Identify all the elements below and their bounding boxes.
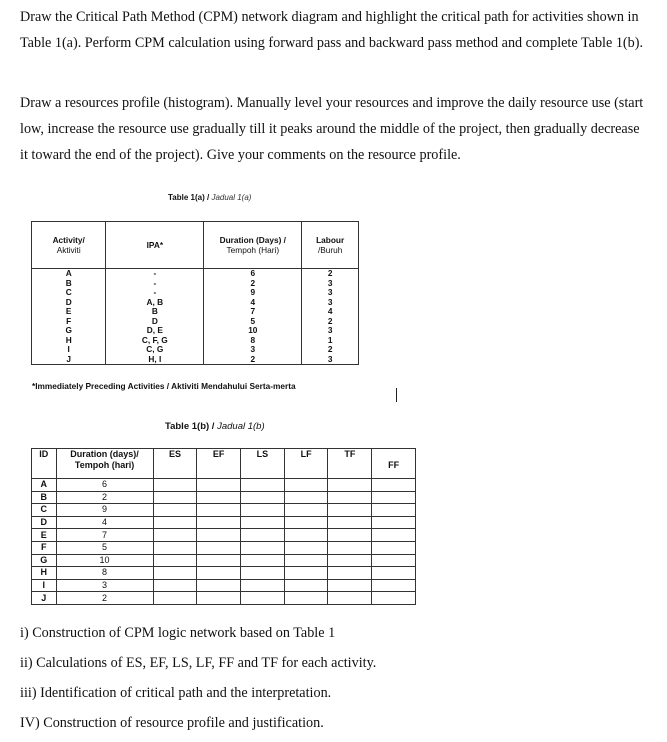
- cell-lf-empty[interactable]: [284, 491, 328, 504]
- table1b-caption-italic: Jadual 1(b): [217, 421, 265, 432]
- cell-activity: E: [32, 307, 106, 317]
- cell-duration: 4: [204, 298, 302, 308]
- col-labour: [302, 222, 359, 269]
- table-row: [32, 317, 359, 327]
- table-row: [32, 592, 416, 605]
- cell-duration: 9: [204, 288, 302, 298]
- col-id-label: ID: [39, 449, 49, 459]
- table-row: [32, 529, 416, 542]
- cell-tf-empty[interactable]: [328, 592, 372, 605]
- col-activity: [32, 222, 106, 269]
- cell-ef-empty[interactable]: [197, 504, 241, 517]
- text-cursor: [396, 388, 397, 402]
- cell-labour: 3: [302, 298, 359, 308]
- cell-duration: 2: [204, 279, 302, 289]
- cell-ls-empty[interactable]: [241, 479, 285, 492]
- cell-ipa: C, F, G: [106, 336, 204, 346]
- cell-es-empty[interactable]: [153, 504, 197, 517]
- cell-duration: 10: [56, 554, 153, 567]
- cell-activity: G: [32, 326, 106, 336]
- cell-ipa: H, I: [106, 355, 204, 365]
- cell-id: B: [32, 491, 57, 504]
- cell-ef-empty[interactable]: [197, 567, 241, 580]
- col-duration: [204, 222, 302, 269]
- cell-tf-empty[interactable]: [328, 529, 372, 542]
- cell-duration: 3: [56, 579, 153, 592]
- cell-ef-empty[interactable]: [197, 579, 241, 592]
- cell-duration: 3: [204, 345, 302, 355]
- cell-duration: 8: [204, 336, 302, 346]
- table-row: [32, 355, 359, 365]
- cell-duration: 9: [56, 504, 153, 517]
- cell-labour: 3: [302, 355, 359, 365]
- cell-duration: 2: [204, 355, 302, 365]
- cell-tf-empty[interactable]: [328, 479, 372, 492]
- table-row: [32, 288, 359, 298]
- cell-duration: 5: [56, 541, 153, 554]
- cell-ff-empty[interactable]: [372, 567, 416, 580]
- cell-id: A: [32, 479, 57, 492]
- cell-ipa: -: [106, 279, 204, 289]
- cell-lf-empty[interactable]: [284, 592, 328, 605]
- table1a-caption-text: Table 1(a) /: [168, 193, 210, 202]
- question-3: iii) Identification of critical path and the interpretation.: [20, 685, 332, 701]
- col-tf: [328, 449, 372, 479]
- cell-id: D: [32, 516, 57, 529]
- cell-lf-empty[interactable]: [284, 529, 328, 542]
- cell-labour: 1: [302, 336, 359, 346]
- cell-duration: 10: [204, 326, 302, 336]
- table1b-caption: [165, 421, 265, 432]
- cell-ef-empty[interactable]: [197, 529, 241, 542]
- cell-es-empty[interactable]: [153, 479, 197, 492]
- cell-ff-empty[interactable]: [372, 529, 416, 542]
- cell-ff-empty[interactable]: [372, 541, 416, 554]
- col-tf-label: TF: [344, 449, 356, 459]
- col-ff-label: FF: [388, 460, 400, 470]
- cell-activity: J: [32, 355, 106, 365]
- cell-ff-empty[interactable]: [372, 479, 416, 492]
- cell-ls-empty[interactable]: [241, 554, 285, 567]
- cell-tf-empty[interactable]: [328, 491, 372, 504]
- cell-tf-empty[interactable]: [328, 579, 372, 592]
- cell-ef-empty[interactable]: [197, 491, 241, 504]
- cell-lf-empty[interactable]: [284, 479, 328, 492]
- cell-id: J: [32, 592, 57, 605]
- col-ff: [372, 449, 416, 479]
- cell-es-empty[interactable]: [153, 516, 197, 529]
- table-1a: [31, 221, 359, 365]
- cell-lf-empty[interactable]: [284, 516, 328, 529]
- col-ls-label: LS: [256, 449, 269, 459]
- cell-tf-empty[interactable]: [328, 554, 372, 567]
- table-row: [32, 298, 359, 308]
- cell-es-empty[interactable]: [153, 592, 197, 605]
- cell-duration: 2: [56, 491, 153, 504]
- cell-duration: 2: [56, 592, 153, 605]
- col-ipa: [106, 222, 204, 269]
- col-lf: [284, 449, 328, 479]
- table1a-caption: [168, 193, 251, 202]
- cell-ff-empty[interactable]: [372, 516, 416, 529]
- col-duration-label: Duration (days)/: [70, 449, 139, 459]
- cell-ipa: B: [106, 307, 204, 317]
- cell-ls-empty[interactable]: [241, 541, 285, 554]
- cell-activity: F: [32, 317, 106, 327]
- table1b-caption-text: Table 1(b) /: [165, 421, 215, 432]
- cell-duration: 6: [204, 269, 302, 279]
- table-row: [32, 279, 359, 289]
- cell-activity: B: [32, 279, 106, 289]
- cell-labour: 2: [302, 345, 359, 355]
- cell-duration: 5: [204, 317, 302, 327]
- cell-tf-empty[interactable]: [328, 504, 372, 517]
- col-es-label: ES: [168, 449, 181, 459]
- cell-ff-empty[interactable]: [372, 491, 416, 504]
- col-labour-label: Labour: [316, 235, 345, 245]
- cell-ef-empty[interactable]: [197, 541, 241, 554]
- cell-activity: C: [32, 288, 106, 298]
- cell-duration: 7: [204, 307, 302, 317]
- col-lf-label: LF: [300, 449, 312, 459]
- table-row: [32, 504, 416, 517]
- cell-labour: 2: [302, 269, 359, 279]
- cell-activity: I: [32, 345, 106, 355]
- table-row: [32, 516, 416, 529]
- table-row: [32, 554, 416, 567]
- cell-duration: 8: [56, 567, 153, 580]
- col-duration: [56, 449, 153, 479]
- cell-lf-empty[interactable]: [284, 567, 328, 580]
- cell-ef-empty[interactable]: [197, 479, 241, 492]
- cell-lf-empty[interactable]: [284, 541, 328, 554]
- cell-labour: 3: [302, 279, 359, 289]
- cell-ff-empty[interactable]: [372, 579, 416, 592]
- cell-duration: 4: [56, 516, 153, 529]
- cell-ff-empty[interactable]: [372, 504, 416, 517]
- cell-lf-empty[interactable]: [284, 579, 328, 592]
- col-activity-label: Activity/: [52, 235, 85, 245]
- table-1b: [31, 448, 416, 605]
- cell-ipa: A, B: [106, 298, 204, 308]
- cell-ls-empty[interactable]: [241, 491, 285, 504]
- cell-es-empty[interactable]: [153, 491, 197, 504]
- cell-ff-empty[interactable]: [372, 592, 416, 605]
- instruction-paragraph-1: Draw the Critical Path Method (CPM) network diagram and highlight the critical path for activities shown in Table 1(a). Perform CPM calculation using forward pass and backward pass method and complete Table 1(b).: [20, 9, 644, 51]
- question-4: IV) Construction of resource profile and justification.: [20, 715, 324, 731]
- cell-es-empty[interactable]: [153, 554, 197, 567]
- table-row: [32, 345, 359, 355]
- table-row: [32, 336, 359, 346]
- cell-ipa: D: [106, 317, 204, 327]
- cell-tf-empty[interactable]: [328, 516, 372, 529]
- col-activity-sub: Aktiviti: [56, 245, 81, 255]
- table-row: [32, 269, 359, 279]
- cell-ipa: -: [106, 288, 204, 298]
- cell-id: H: [32, 567, 57, 580]
- col-duration-label: Duration (Days) /: [219, 235, 286, 245]
- cell-ls-empty[interactable]: [241, 592, 285, 605]
- cell-ff-empty[interactable]: [372, 554, 416, 567]
- cell-labour: 2: [302, 317, 359, 327]
- cell-lf-empty[interactable]: [284, 504, 328, 517]
- cell-id: I: [32, 579, 57, 592]
- cell-ls-empty[interactable]: [241, 579, 285, 592]
- ipa-footnote: *Immediately Preceding Activities / Aktiviti Mendahului Serta-merta: [32, 381, 296, 391]
- cell-es-empty[interactable]: [153, 567, 197, 580]
- cell-labour: 3: [302, 326, 359, 336]
- cell-ls-empty[interactable]: [241, 516, 285, 529]
- cell-lf-empty[interactable]: [284, 554, 328, 567]
- table-row: [32, 479, 416, 492]
- cell-es-empty[interactable]: [153, 541, 197, 554]
- col-ef: [197, 449, 241, 479]
- cell-id: F: [32, 541, 57, 554]
- cell-activity: H: [32, 336, 106, 346]
- table-row: [32, 491, 416, 504]
- cell-id: E: [32, 529, 57, 542]
- cell-ls-empty[interactable]: [241, 567, 285, 580]
- cell-ef-empty[interactable]: [197, 554, 241, 567]
- cell-id: C: [32, 504, 57, 517]
- cell-tf-empty[interactable]: [328, 541, 372, 554]
- cell-es-empty[interactable]: [153, 529, 197, 542]
- col-duration-sub: Tempoh (Hari): [226, 245, 280, 255]
- col-id: [32, 449, 57, 479]
- cell-ef-empty[interactable]: [197, 516, 241, 529]
- question-1: i) Construction of CPM logic network based on Table 1: [20, 625, 336, 641]
- cell-ef-empty[interactable]: [197, 592, 241, 605]
- cell-ipa: C, G: [106, 345, 204, 355]
- cell-activity: A: [32, 269, 106, 279]
- cell-tf-empty[interactable]: [328, 567, 372, 580]
- cell-id: G: [32, 554, 57, 567]
- col-labour-sub: /Buruh: [317, 245, 343, 255]
- cell-duration: 7: [56, 529, 153, 542]
- cell-duration: 6: [56, 479, 153, 492]
- cell-labour: 4: [302, 307, 359, 317]
- cell-es-empty[interactable]: [153, 579, 197, 592]
- table-row: [32, 579, 416, 592]
- cell-activity: D: [32, 298, 106, 308]
- col-ef-label: EF: [212, 449, 225, 459]
- col-ls: [241, 449, 285, 479]
- col-duration-sub: Tempoh (hari): [74, 460, 135, 470]
- table-row: [32, 326, 359, 336]
- table-row: [32, 567, 416, 580]
- cell-ls-empty[interactable]: [241, 504, 285, 517]
- table1a-caption-italic: Jadual 1(a): [211, 193, 252, 202]
- cell-ipa: -: [106, 269, 204, 279]
- table-row: [32, 541, 416, 554]
- cell-labour: 3: [302, 288, 359, 298]
- question-2: ii) Calculations of ES, EF, LS, LF, FF and TF for each activity.: [20, 655, 377, 671]
- cell-ls-empty[interactable]: [241, 529, 285, 542]
- table-row: [32, 307, 359, 317]
- col-es: [153, 449, 197, 479]
- instruction-paragraph-2: Draw a resources profile (histogram). Manually level your resources and improve the daily resource use (start low, increase the resource use gradually till it peaks around the middle of the project, then gradually decrease it toward the end of the project). Give your comments on the resource profile.: [20, 95, 644, 163]
- col-ipa-label: IPA*: [146, 240, 164, 250]
- cell-ipa: D, E: [106, 326, 204, 336]
